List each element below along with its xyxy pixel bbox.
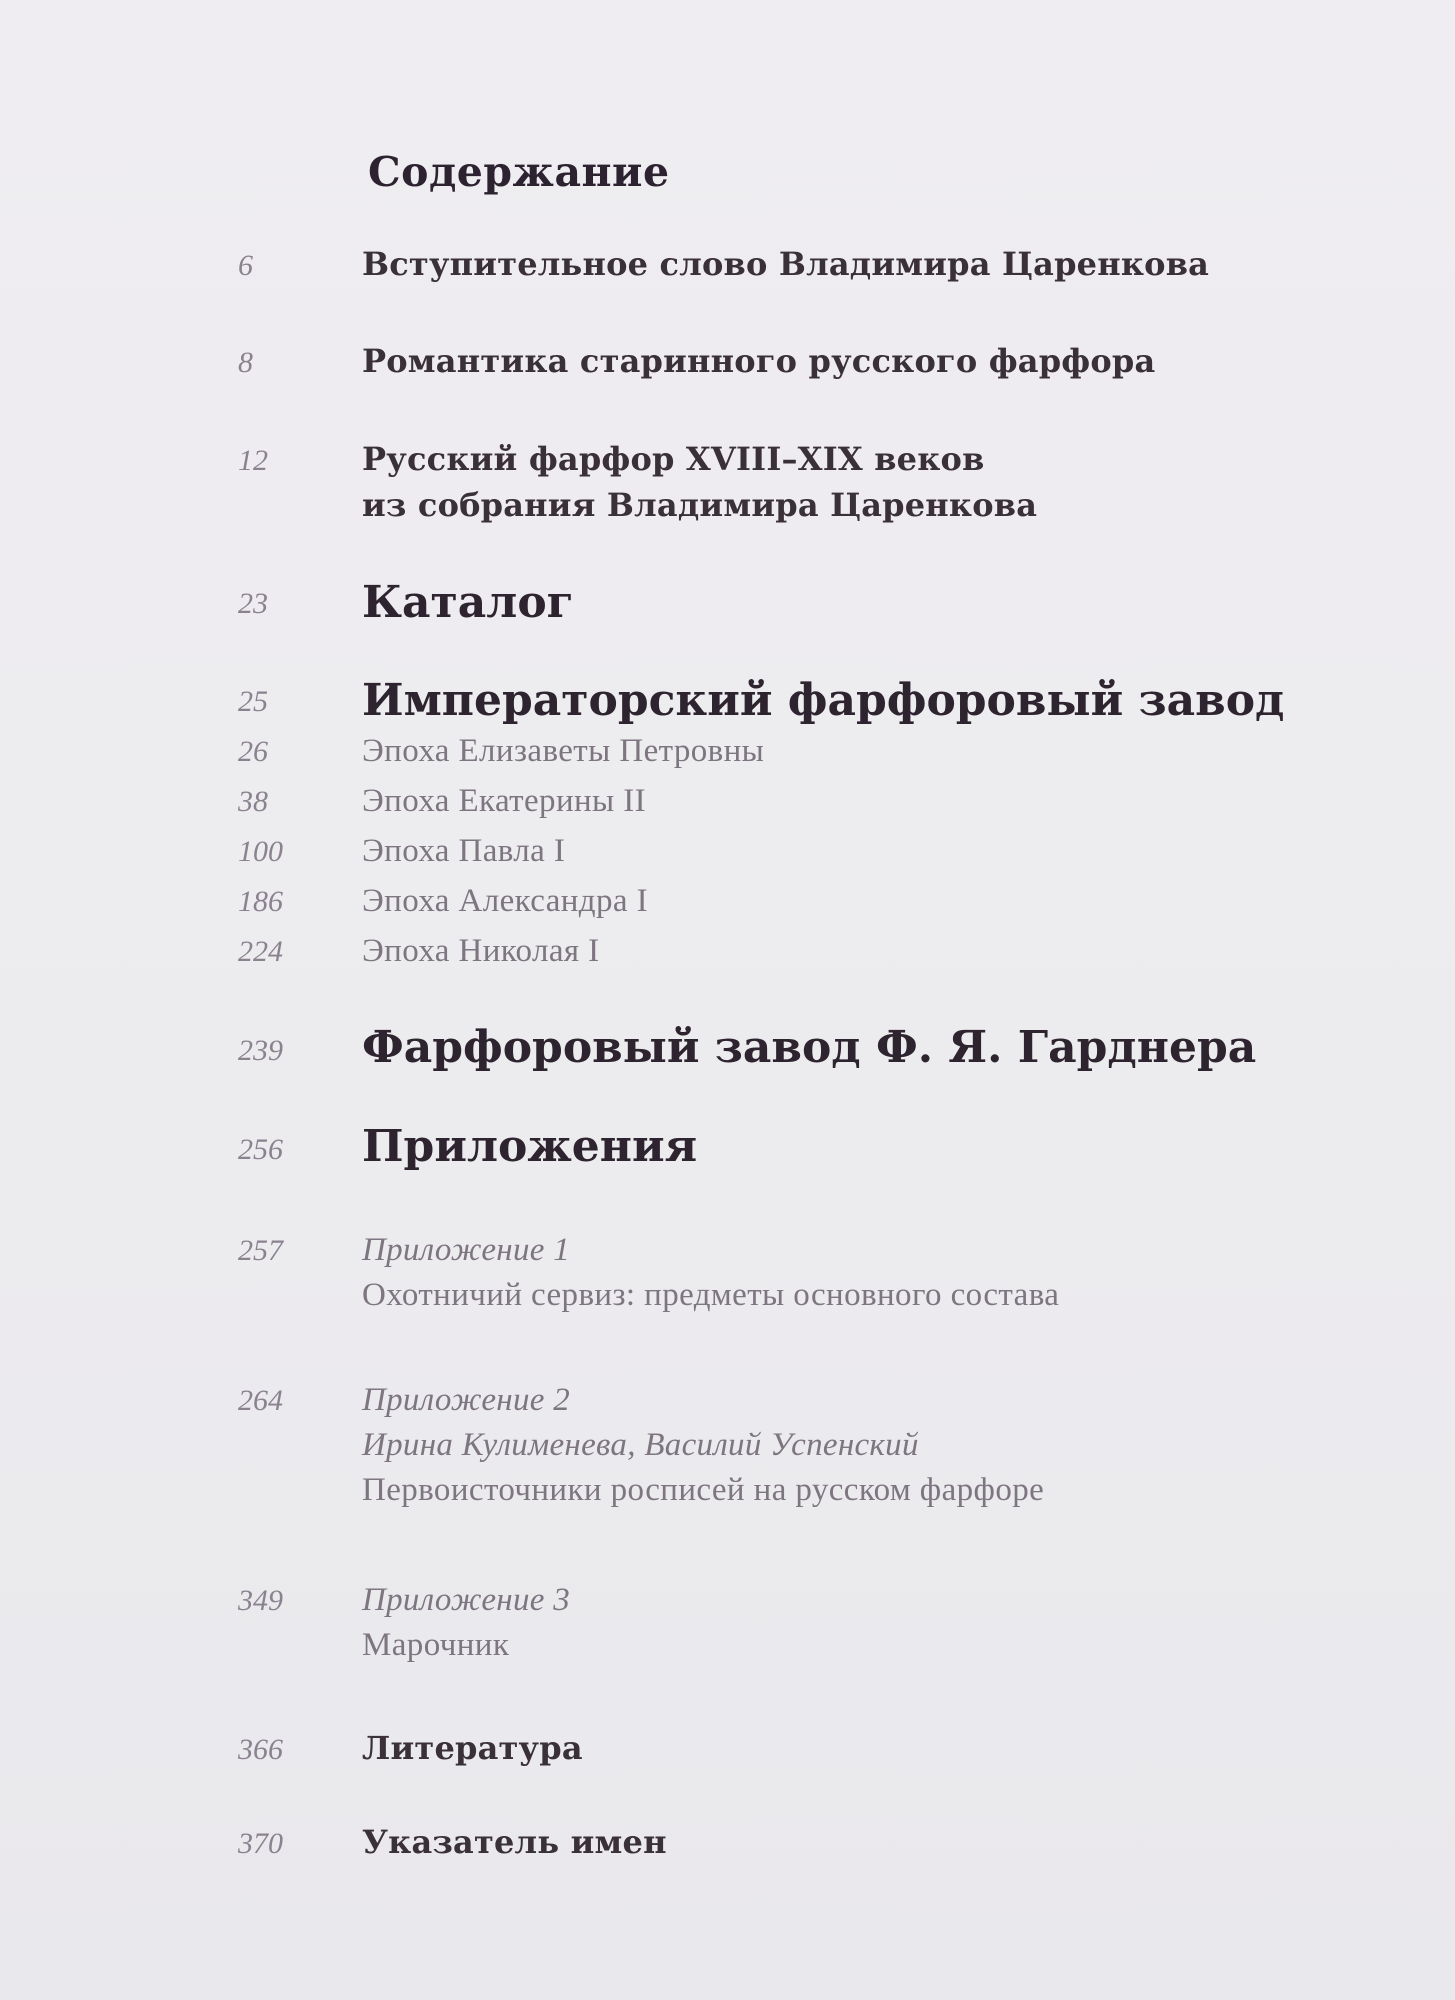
appendix-title: Марочник [362,1627,510,1663]
page-number: 370 [238,1827,283,1860]
subsection-title: Эпоха Александра I [362,883,648,919]
entry-title: Романтика старинного русского фарфора [362,342,1156,380]
page-number: 186 [238,885,283,918]
entry-title: Указатель имен [362,1823,667,1861]
subsection-title: Эпоха Елизаветы Петровны [362,733,765,769]
subsection-title: Эпоха Екатерины II [362,783,647,819]
appendix-authors: Ирина Кулименева, Василий Успенский [362,1427,919,1463]
entry-title: Вступительное слово Владимира Царенкова [362,245,1210,283]
page-number: 26 [238,735,268,768]
entry-title-line: Русский фарфор XVIII–XIX веков [362,440,985,478]
page-number: 23 [238,587,268,620]
entry-title [362,440,1037,524]
section-title: Императорский фарфоровый завод [362,675,1285,726]
page-number: 12 [238,444,268,477]
appendix-block [362,1232,1059,1314]
section-title: Приложения [362,1121,698,1172]
page-number: 264 [238,1384,283,1417]
appendix-block [362,1582,570,1664]
entry-title-line: из собрания Владимира Царенкова [362,486,1038,524]
appendix-title: Первоисточники росписей на русском фарфоре [362,1472,1045,1508]
page-number: 100 [238,835,283,868]
appendix-label: Приложение 2 [362,1382,571,1418]
appendix-title: Охотничий сервиз: предметы основного состава [362,1277,1060,1313]
page-title: Содержание [368,148,670,196]
page-number: 224 [238,935,283,968]
page-number: 366 [238,1733,283,1766]
page-number: 257 [238,1234,283,1267]
section-title: Каталог [362,577,574,628]
page-number: 349 [238,1584,283,1617]
appendix-block [362,1382,1044,1509]
appendix-label: Приложение 3 [362,1582,571,1618]
appendix-label: Приложение 1 [362,1232,571,1268]
entry-title: Литература [362,1729,583,1767]
page-number: 38 [238,785,268,818]
page-number: 239 [238,1034,283,1067]
subsection-title: Эпоха Николая I [362,933,600,969]
page-number: 256 [238,1133,283,1166]
page-number: 25 [238,685,268,718]
page-number: 6 [238,249,253,282]
page-number: 8 [238,346,253,379]
subsection-title: Эпоха Павла I [362,833,566,869]
section-title: Фарфоровый завод Ф. Я. Гарднера [362,1022,1257,1073]
